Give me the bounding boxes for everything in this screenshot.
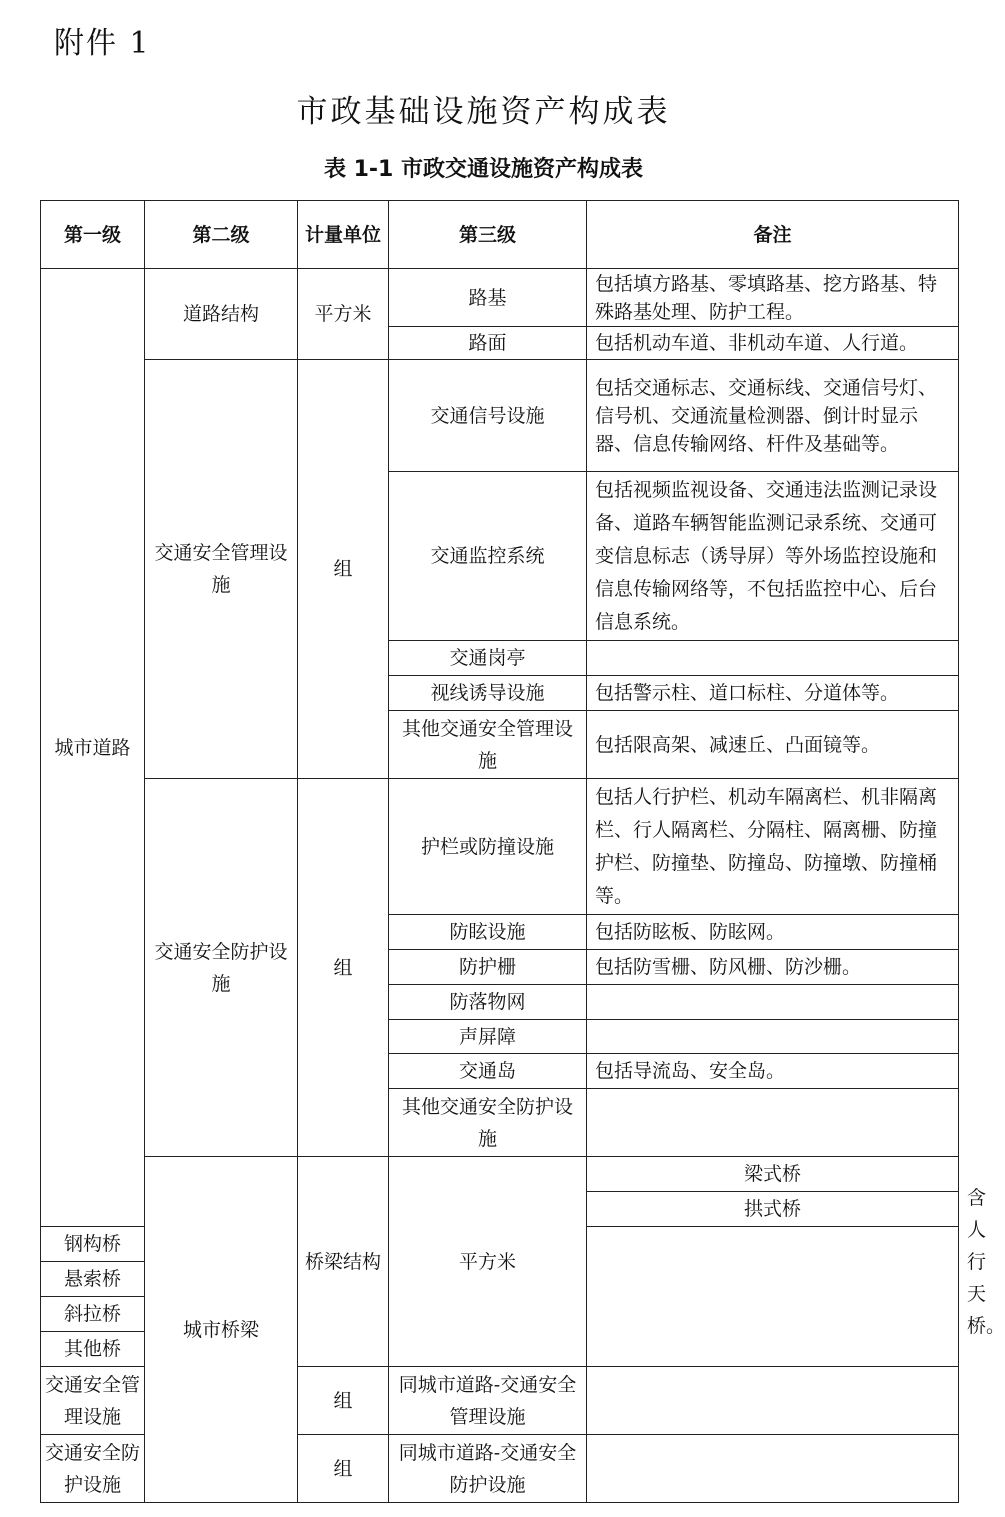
unit-bridge-protect: 组 [298, 1435, 389, 1503]
table-row [41, 360, 959, 472]
asset-table [40, 200, 1005, 1503]
level3-item: 其他交通安全管理设施 [389, 711, 587, 779]
level3-item: 悬索桥 [41, 1262, 145, 1297]
level2-bridge-mgmt: 交通安全管理设施 [41, 1367, 145, 1435]
header-level2: 第二级 [145, 201, 298, 269]
table-row [41, 269, 959, 327]
level3-item: 同城市道路-交通安全管理设施 [389, 1367, 587, 1435]
note-cell: 包括防眩板、防眩网。 [587, 915, 959, 950]
level1-bridge: 城市桥梁 [145, 1157, 298, 1503]
table-title: 表 1-1 市政交通设施资产构成表 [323, 157, 644, 182]
level3-item: 梁式桥 [587, 1157, 959, 1192]
header-unit: 计量单位 [298, 201, 389, 269]
note-cell [587, 1089, 959, 1157]
level3-item: 斜拉桥 [41, 1297, 145, 1332]
table-row: 城市桥梁 桥梁结构 平方米 梁式桥 含人行天桥。 [41, 1157, 959, 1192]
table-row [41, 779, 959, 915]
note-cell [587, 1020, 959, 1054]
note-cell: 包括人行护栏、机动车隔离栏、机非隔离栏、行人隔离栏、分隔柱、隔离栅、防撞护栏、防撞垫、防撞岛、防撞墩、防撞桶等。 [587, 779, 959, 915]
note-cell [587, 985, 959, 1020]
level2-road-structure: 道路结构 [145, 269, 298, 360]
level2-bridge-protect: 交通安全防护设施 [41, 1435, 145, 1503]
level3-item: 交通岗亭 [389, 641, 587, 676]
note-cell: 包括导流岛、安全岛。 [587, 1054, 959, 1089]
note-cell: 包括限高架、减速丘、凸面镜等。 [587, 711, 959, 779]
unit-road-structure: 平方米 [298, 269, 389, 360]
level3-item: 路面 [389, 327, 587, 360]
level3-item: 交通岛 [389, 1054, 587, 1089]
level3-item: 视线诱导设施 [389, 676, 587, 711]
note-cell [587, 641, 959, 676]
header-note: 备注 [587, 201, 959, 269]
level3-item: 其他桥 [41, 1332, 145, 1367]
unit-road-mgmt: 组 [298, 360, 389, 779]
level3-item: 声屏障 [389, 1020, 587, 1054]
level3-item: 防眩设施 [389, 915, 587, 950]
level3-item: 拱式桥 [587, 1192, 959, 1227]
level3-item: 同城市道路-交通安全防护设施 [389, 1435, 587, 1503]
note-cell: 包括填方路基、零填路基、挖方路基、特殊路基处理、防护工程。 [587, 269, 959, 327]
note-cell: 包括警示柱、道口标柱、分道体等。 [587, 676, 959, 711]
unit-bridge-mgmt: 组 [298, 1367, 389, 1435]
note-cell: 包括机动车道、非机动车道、人行道。 [587, 327, 959, 360]
page-title: 市政基础设施资产构成表 [296, 94, 671, 130]
level3-item: 钢构桥 [41, 1227, 145, 1262]
level2-road-protect: 交通安全防护设施 [145, 779, 298, 1157]
note-cell: 包括防雪栅、防风栅、防沙栅。 [587, 950, 959, 985]
level3-item: 防护栅 [389, 950, 587, 985]
level3-item: 其他交通安全防护设施 [389, 1089, 587, 1157]
header-level1: 第一级 [41, 201, 145, 269]
note-cell [587, 1367, 959, 1435]
unit-bridge-structure: 平方米 [389, 1157, 587, 1367]
level3-item: 交通监控系统 [389, 472, 587, 641]
level3-item: 护栏或防撞设施 [389, 779, 587, 915]
note-cell: 包括视频监视设备、交通违法监测记录设备、道路车辆智能监测记录系统、交通可变信息标志（诱导屏）等外场监控设施和信息传输网络等，不包括监控中心、后台信息系统。 [587, 472, 959, 641]
level1-road: 城市道路 [41, 269, 145, 1227]
level2-bridge-structure: 桥梁结构 [298, 1157, 389, 1367]
level3-item: 交通信号设施 [389, 360, 587, 472]
note-cell [587, 1435, 959, 1503]
level3-item: 防落物网 [389, 985, 587, 1020]
attachment-label: 附件 1 [54, 26, 151, 61]
unit-road-protect: 组 [298, 779, 389, 1157]
header-level3: 第三级 [389, 201, 587, 269]
level3-item: 路基 [389, 269, 587, 327]
level2-road-mgmt: 交通安全管理设施 [145, 360, 298, 779]
header-row [41, 201, 959, 269]
note-cell: 包括交通标志、交通标线、交通信号灯、信号机、交通流量检测器、倒计时显示器、信息传输网络、杆件及基础等。 [587, 360, 959, 472]
